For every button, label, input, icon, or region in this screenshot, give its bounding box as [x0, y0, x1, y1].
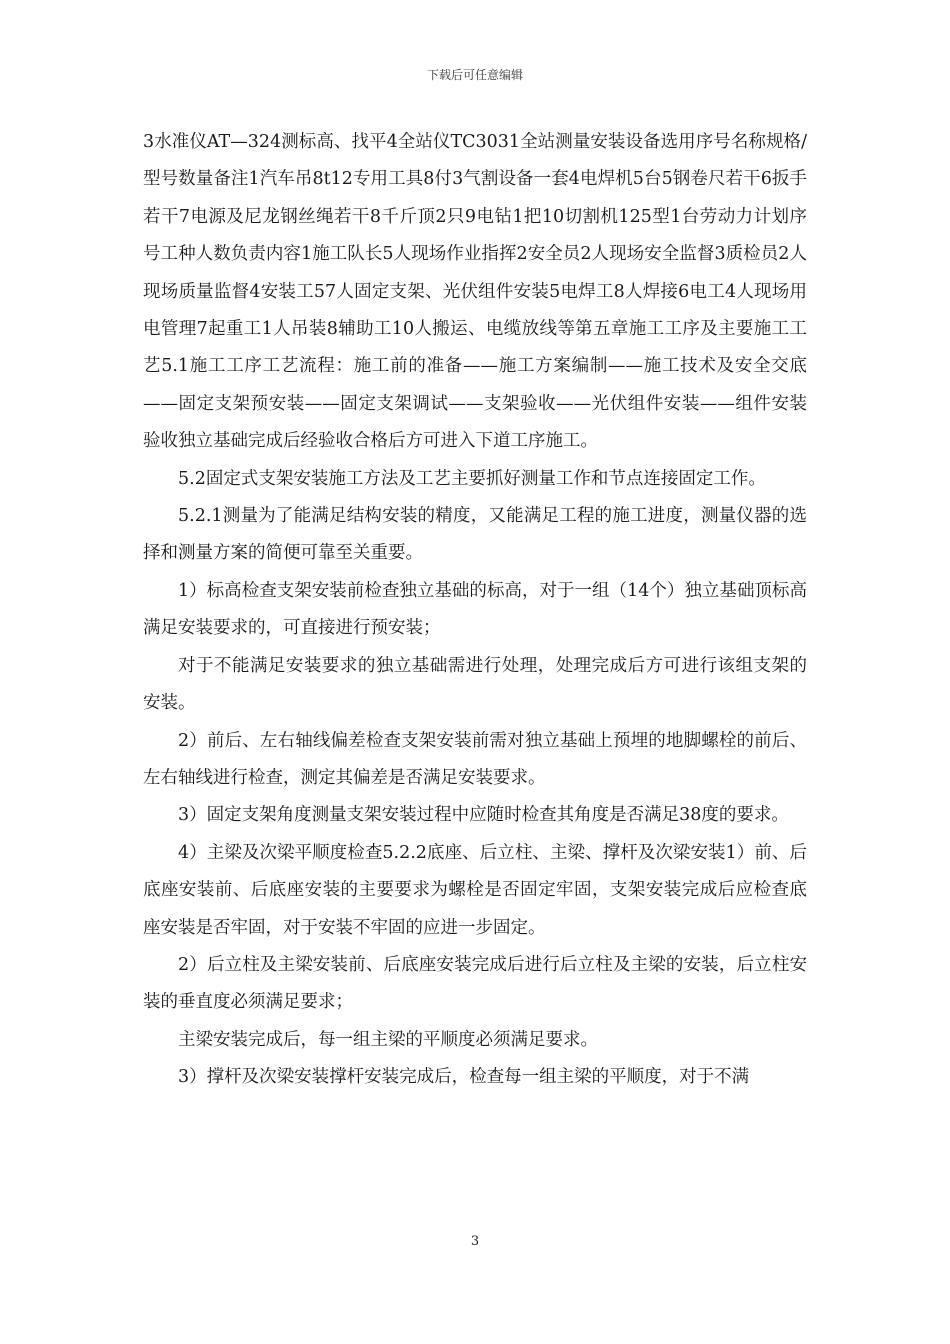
- paragraph-11: 3）撑杆及次梁安装撑杆安装完成后，检查每一组主梁的平顺度，对于不满: [178, 1067, 750, 1088]
- page-header: 下载后可任意编辑: [426, 68, 523, 82]
- document-body: [143, 124, 807, 1097]
- paragraph-9: 2）后立柱及主梁安装前、后底座安装完成后进行后立柱及主梁的安装，后立柱安装的垂直度必须满足要求；: [143, 954, 807, 1013]
- paragraph-4: 1）标高检查支架安装前检查独立基础的标高，对于一组（14个）独立基础顶标高满足安装要求的，可直接进行预安装；: [143, 580, 807, 639]
- paragraph-1: 3水准仪AT—324测标高、找平4全站仪TC3031全站测量安装设备选用序号名称规格/型号数量备注1汽车吊8t12专用工具8付3气割设备一套4电焊机5台5钢卷尺若干6扳手若干7电源及尼龙钢丝绳若干8千斤顶2只9电钻1把10切割机125型1台劳动力计划序号工种人数负责内容1施工队长5人现场作业指挥2安全员2人现场安全监督3质检员2人现场质量监督4安装工57人固定支架、光伏组件安装5电焊工8人焊接6电工4人现场用电管理7起重工1人吊装8辅助工10人搬运、电缆放线等第五章施工工序及主要施工工艺5.1施工工序工艺流程：施工前的准备——施工方案编制——施工技术及安全交底——固定支架预安装——固定支架调试——支架验收——光伏组件安装——组件安装验收独立基础完成后经验收合格后方可进入下道工序施工。: [143, 132, 807, 452]
- paragraph-10: 主梁安装完成后，每一组主梁的平顺度必须满足要求。: [178, 1029, 598, 1050]
- paragraph-5: 对于不能满足安装要求的独立基础需进行处理，处理完成后方可进行该组支架的安装。: [143, 655, 807, 714]
- paragraph-2: 5.2固定式支架安装施工方法及工艺主要抓好测量工作和节点连接固定工作。: [178, 468, 766, 489]
- paragraph-8: 4）主梁及次梁平顺度检查5.2.2底座、后立柱、主梁、撑杆及次梁安装1）前、后底座安装前、后底座安装的主要要求为螺栓是否固定牢固，支架安装完成后应检查底座安装是否牢固，对于安装不牢固的应进一步固定。: [143, 842, 807, 938]
- paragraph-3: 5.2.1测量为了能满足结构安装的精度，又能满足工程的施工进度，测量仪器的选择和测量方案的简便可靠至关重要。: [143, 506, 807, 564]
- paragraph-6: 2）前后、左右轴线偏差检查支架安装前需对独立基础上预埋的地脚螺栓的前后、左右轴线进行检查，测定其偏差是否满足安装要求。: [143, 730, 807, 788]
- page-number: 3: [470, 1234, 480, 1249]
- paragraph-7: 3）固定支架角度测量支架安装过程中应随时检查其角度是否满足38度的要求。: [178, 805, 789, 826]
